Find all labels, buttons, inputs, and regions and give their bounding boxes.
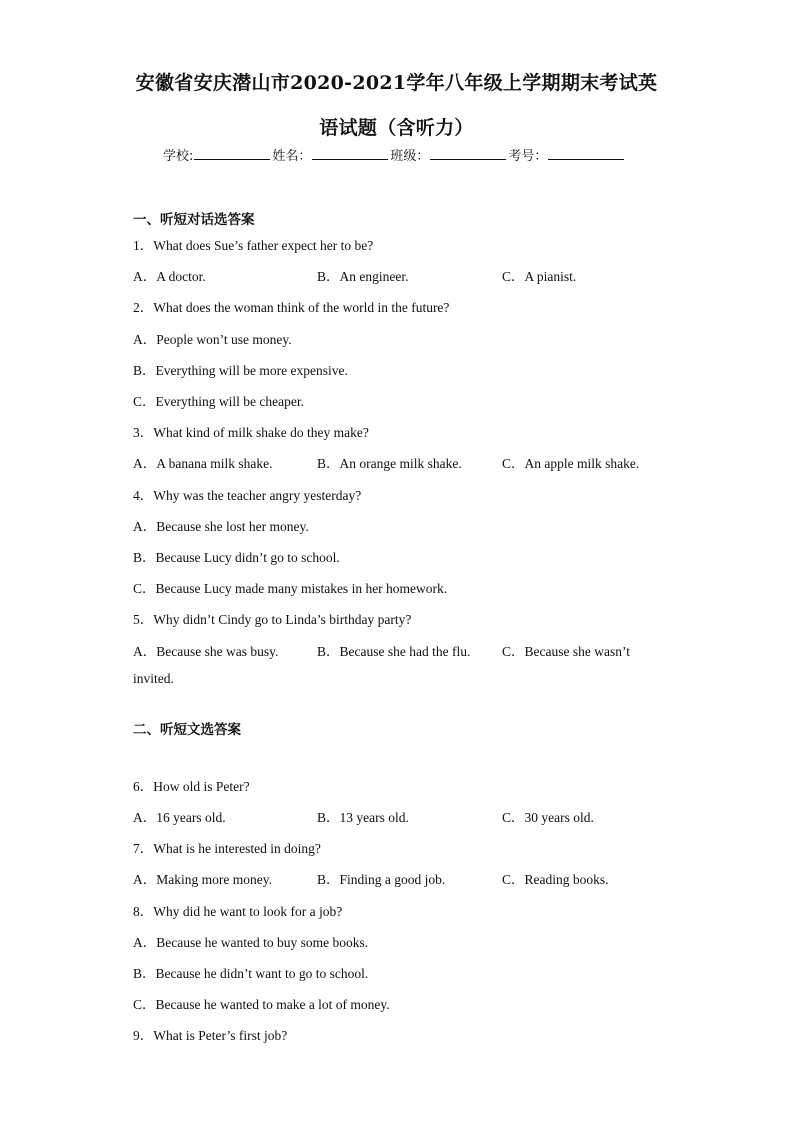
question-2: 2．What does the woman think of the world in the future? (133, 300, 450, 315)
q5-option-c-continuation: invited. (133, 671, 174, 686)
q1-option-c: C．A pianist. (502, 269, 577, 284)
q7-option-c: C．Reading books. (502, 872, 609, 887)
question-4: 4．Why was the teacher angry yesterday? (133, 488, 362, 503)
q5-option-a: A．Because she was busy. (133, 644, 279, 659)
q4-option-a: A．Because she lost her money. (133, 519, 309, 534)
exam-number-blank[interactable] (548, 145, 624, 160)
school-blank[interactable] (194, 145, 270, 160)
exam-title-line-2: 语试题（含听力） (319, 117, 474, 139)
exam-title-line-1: 安徽省安庆潜山市2020-2021学年八年级上学期期末考试英 (135, 72, 658, 94)
name-blank[interactable] (312, 145, 388, 160)
q2-option-a: A．People won’t use money. (133, 332, 292, 347)
q8-option-b: B．Because he didn’t want to go to school. (133, 966, 369, 981)
class-blank[interactable] (430, 145, 506, 160)
exam-number-label: 考号： (508, 149, 548, 164)
question-1: 1．What does Sue’s father expect her to be? (133, 238, 374, 253)
q6-option-c: C．30 years old. (502, 810, 594, 825)
name-label: 姓名： (272, 149, 312, 164)
q3-option-a: A．A banana milk shake. (133, 456, 273, 471)
question-8: 8．Why did he want to look for a job? (133, 904, 343, 919)
section-heading-2: 二、听短文选答案 (133, 722, 241, 738)
question-6: 6．How old is Peter? (133, 779, 250, 794)
q5-option-c: C．Because she wasn’t (502, 644, 630, 659)
question-3: 3．What kind of milk shake do they make? (133, 425, 369, 440)
q7-option-b: B．Finding a good job. (317, 872, 446, 887)
q3-option-c: C．An apple milk shake. (502, 456, 640, 471)
q6-option-a: A．16 years old. (133, 810, 226, 825)
q7-option-a: A．Making more money. (133, 872, 272, 887)
section-heading-1: 一、听短对话选答案 (133, 212, 255, 228)
q4-option-c: C．Because Lucy made many mistakes in her homework. (133, 581, 448, 596)
question-7: 7．What is he interested in doing? (133, 841, 321, 856)
student-info-row (163, 145, 626, 164)
q4-option-b: B．Because Lucy didn’t go to school. (133, 550, 340, 565)
q8-option-c: C．Because he wanted to make a lot of money. (133, 997, 390, 1012)
q5-option-b: B．Because she had the flu. (317, 644, 471, 659)
school-label: 学校: (163, 149, 194, 164)
q1-option-a: A．A doctor. (133, 269, 206, 284)
question-9: 9．What is Peter’s first job? (133, 1028, 288, 1043)
q1-option-b: B．An engineer. (317, 269, 409, 284)
class-label: 班级： (390, 149, 430, 164)
question-5: 5．Why didn’t Cindy go to Linda’s birthday party? (133, 612, 412, 627)
q2-option-c: C．Everything will be cheaper. (133, 394, 304, 409)
q6-option-b: B．13 years old. (317, 810, 409, 825)
q2-option-b: B．Everything will be more expensive. (133, 363, 348, 378)
q8-option-a: A．Because he wanted to buy some books. (133, 935, 369, 950)
q3-option-b: B．An orange milk shake. (317, 456, 462, 471)
